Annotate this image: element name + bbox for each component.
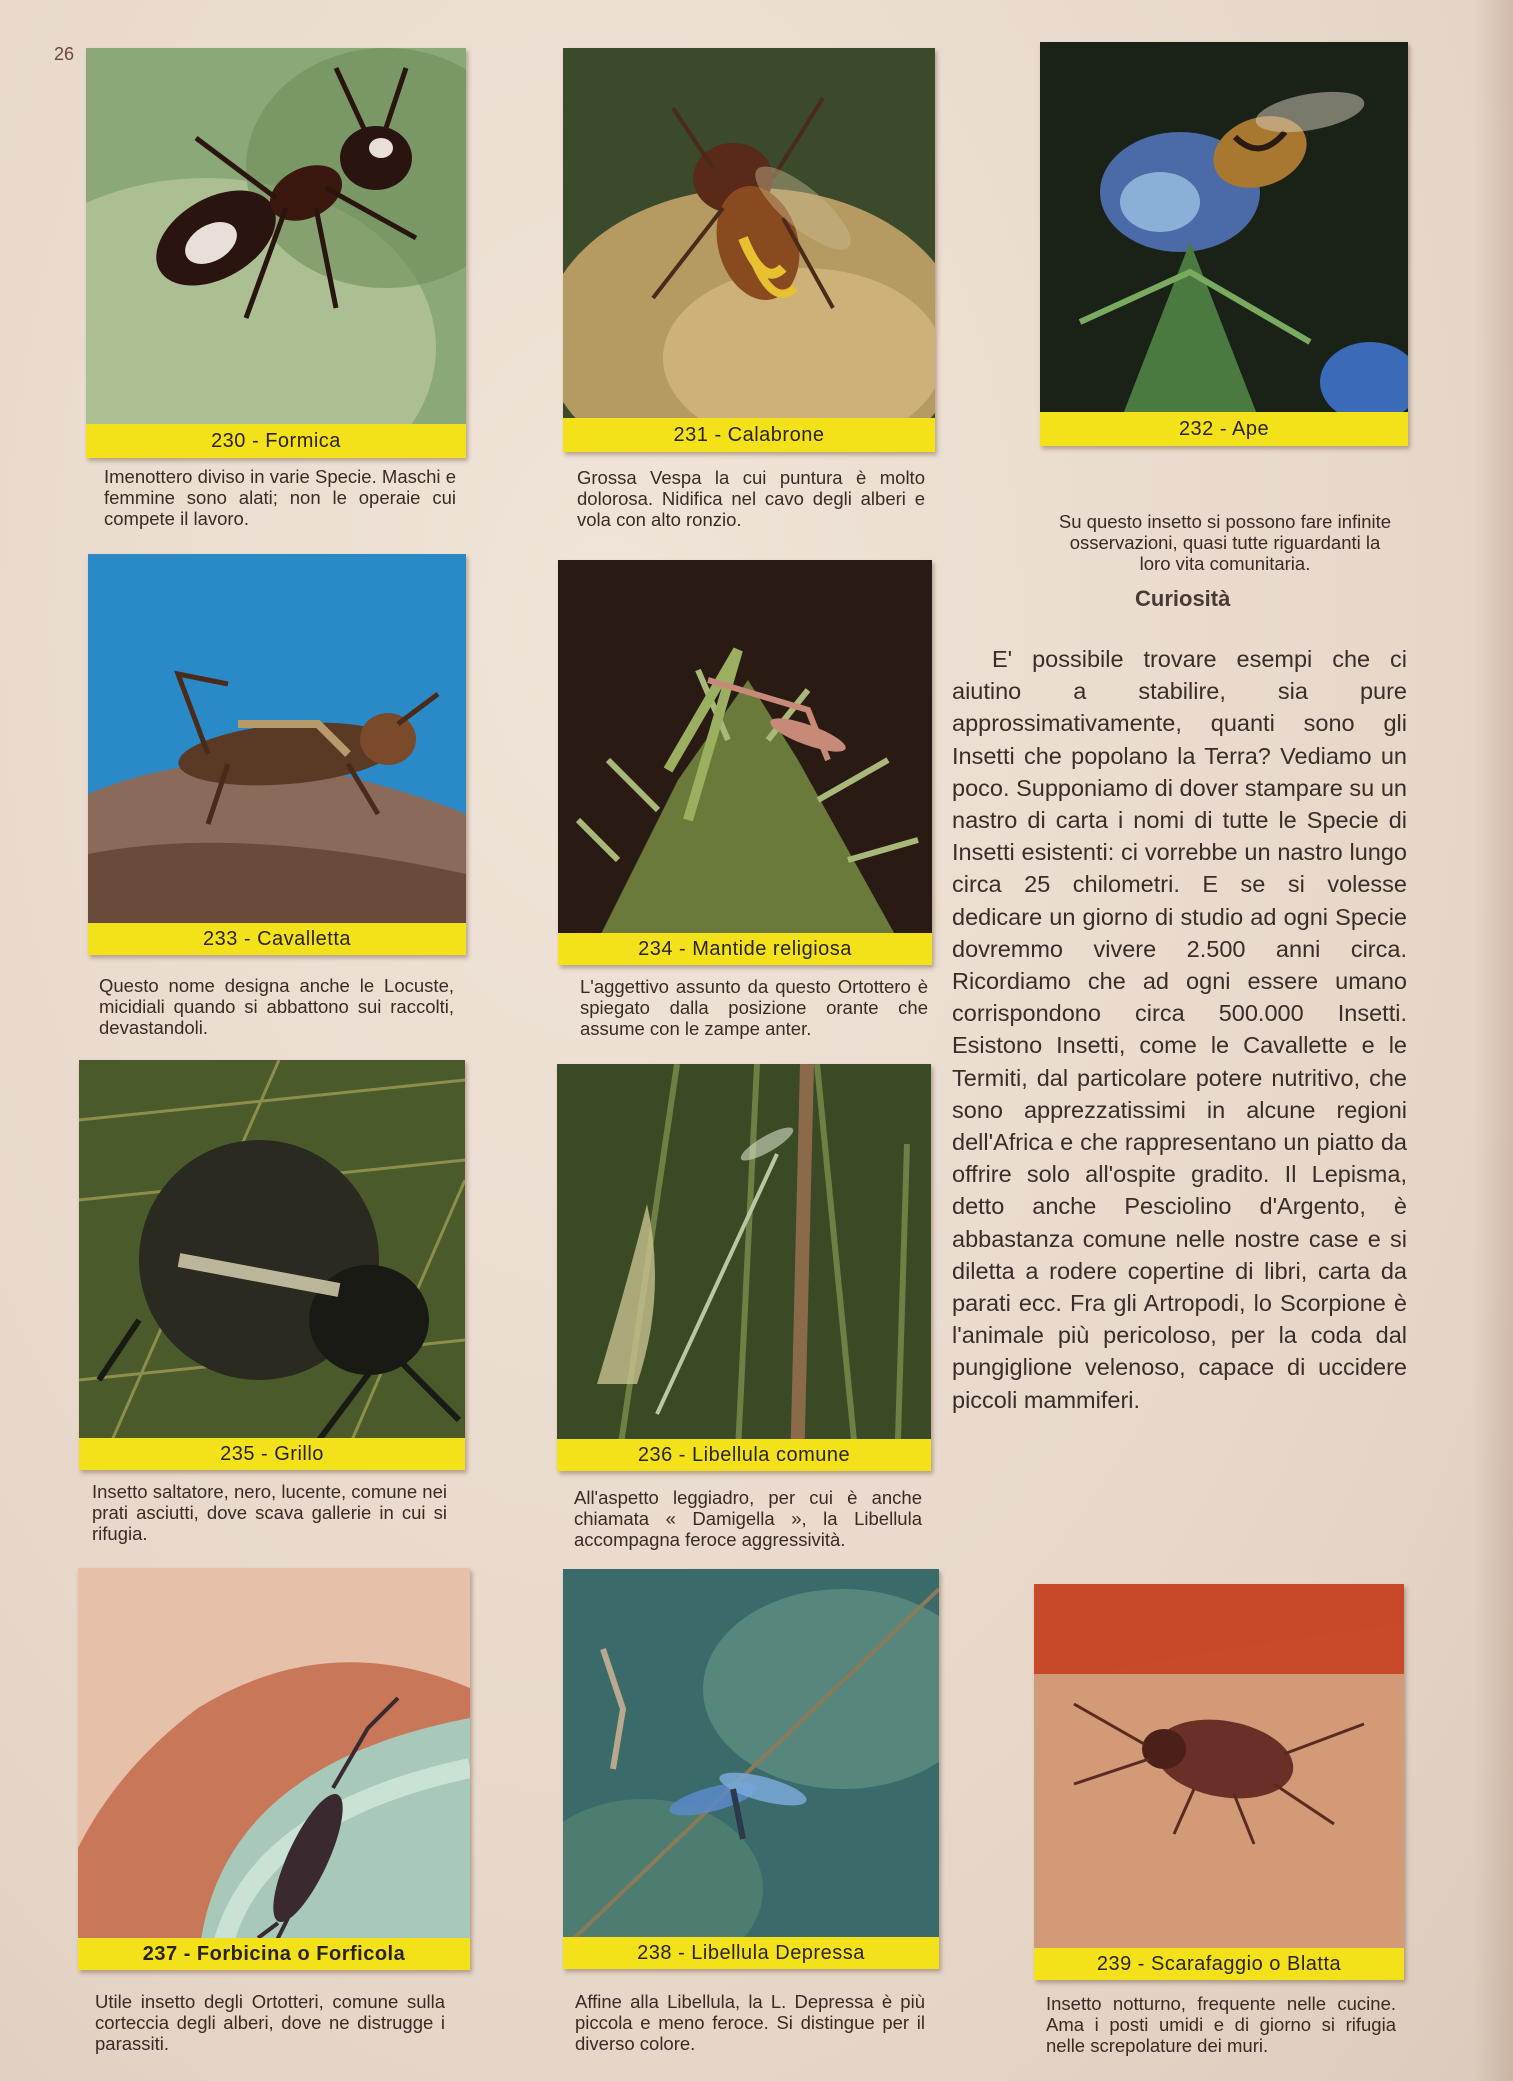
sticker-grillo [79,1060,465,1470]
sticker-calabrone [563,48,935,452]
grasshopper-icon [88,554,466,955]
sticker-forbicina [78,1568,470,1970]
sticker-caption: Insetto saltatore, nero, lucente, comune nei prati asciutti, dove scava gallerie in cui si rifugia. [92,1481,447,1544]
sticker-libellula-depressa [563,1569,939,1969]
sticker-caption: Imenottero diviso in varie Specie. Maschi e femmine sono alati; non le operaie cui compete il lavoro. [104,466,456,529]
sticker-caption: Utile insetto degli Ortotteri, comune sulla corteccia degli alberi, dove ne distrugge i parassiti. [95,1991,445,2054]
hornet-icon [563,48,935,452]
sticker-label: 233 - Cavalletta [88,923,466,955]
sticker-label: 235 - Grillo [79,1438,465,1470]
sticker-label: 237 - Forbicina o Forficola [78,1938,470,1970]
sticker-label: 234 - Mantide religiosa [558,933,932,965]
sticker-caption: Grossa Vespa la cui puntura è molto dolorosa. Nidifica nel cavo degli alberi e vola con alto ronzio. [577,467,925,530]
page-spine-shadow [1473,0,1513,2081]
mantis-icon [558,560,932,965]
sticker-caption: Insetto notturno, frequente nelle cucine. Ama i posti umidi e di giorno si rifugia nelle screpolature dei muri. [1046,1993,1396,2056]
sticker-caption: Questo nome designa anche le Locuste, micidiali quando si abbattono sui raccolti, devastandoli. [99,975,454,1038]
sticker-label: 231 - Calabrone [563,418,935,452]
sticker-caption: All'aspetto leggiadro, per cui è anche chiamata « Damigella », la Libellula accompagna feroce aggressività. [574,1487,922,1550]
sticker-caption: Su questo insetto si possono fare infinite osservazioni, quasi tutte riguardanti la loro vita comunitaria. [1058,511,1392,574]
sticker-label: 236 - Libellula comune [557,1439,931,1471]
sticker-caption: Affine alla Libellula, la L. Depressa è più piccola e meno feroce. Si distingue per il diverso colore. [575,1991,925,2054]
damselfly-icon [557,1064,931,1471]
curiosita-title: Curiosità [1135,586,1231,611]
sticker-ape [1040,42,1408,446]
sticker-caption: L'aggettivo assunto da questo Ortottero è spiegato dalla posizione orante che assume con le zampe anter. [580,976,928,1039]
bee-icon [1040,42,1408,446]
dragonfly-icon [563,1569,939,1969]
sticker-formica [86,48,466,458]
sticker-cavalletta [88,554,466,955]
page-number: 26 [54,44,75,64]
sticker-label: 232 - Ape [1040,412,1408,446]
curiosita-text: E' possibile trovare esempi che ci aiutino a stabilire, sia pure approssimativamente, quanti sono gli Insetti che popolano la Terra? Vediamo un poco. Supponiamo di dover stampare su un nastro di carta i nomi di tutte le Specie di Insetti esistenti: ci vorrebbe un nastro lungo circa 25 chilometri. E se si volesse dedicare un giorno di studio ad ogni Specie dovremmo vivere 2.500 anni circa. Ricordiamo che ad ogni essere umano corrispondono circa 500.000 Insetti. Esistono Insetti, come le Cavallette e le Termiti, dal particolare potere nutritivo, che sono apprezzatissimi in alcune regioni dell'Africa e che rappresentano un piatto da offrire solo all'ospite gradito. Il Lepisma, detto anche Pesciolino d'Argento, è abbastanza comune nelle nostre case e si diletta a rodere copertine di libri, carta da parati ecc. Fra gli Artropodi, lo Scorpione è l'animale più pericoloso, per la coda dal pungiglione velenoso, capace di uccidere piccoli mammiferi. [952,646,1407,1413]
sticker-libellula-comune [557,1064,931,1471]
sticker-label: 230 - Formica [86,424,466,458]
earwig-icon [78,1568,470,1970]
sticker-scarafaggio [1034,1584,1404,1980]
ant-icon [86,48,466,458]
cockroach-icon [1034,1584,1404,1980]
sticker-mantide [558,560,932,965]
sticker-label: 238 - Libellula Depressa [563,1937,939,1969]
cricket-icon [79,1060,465,1470]
sticker-label: 239 - Scarafaggio o Blatta [1034,1948,1404,1980]
